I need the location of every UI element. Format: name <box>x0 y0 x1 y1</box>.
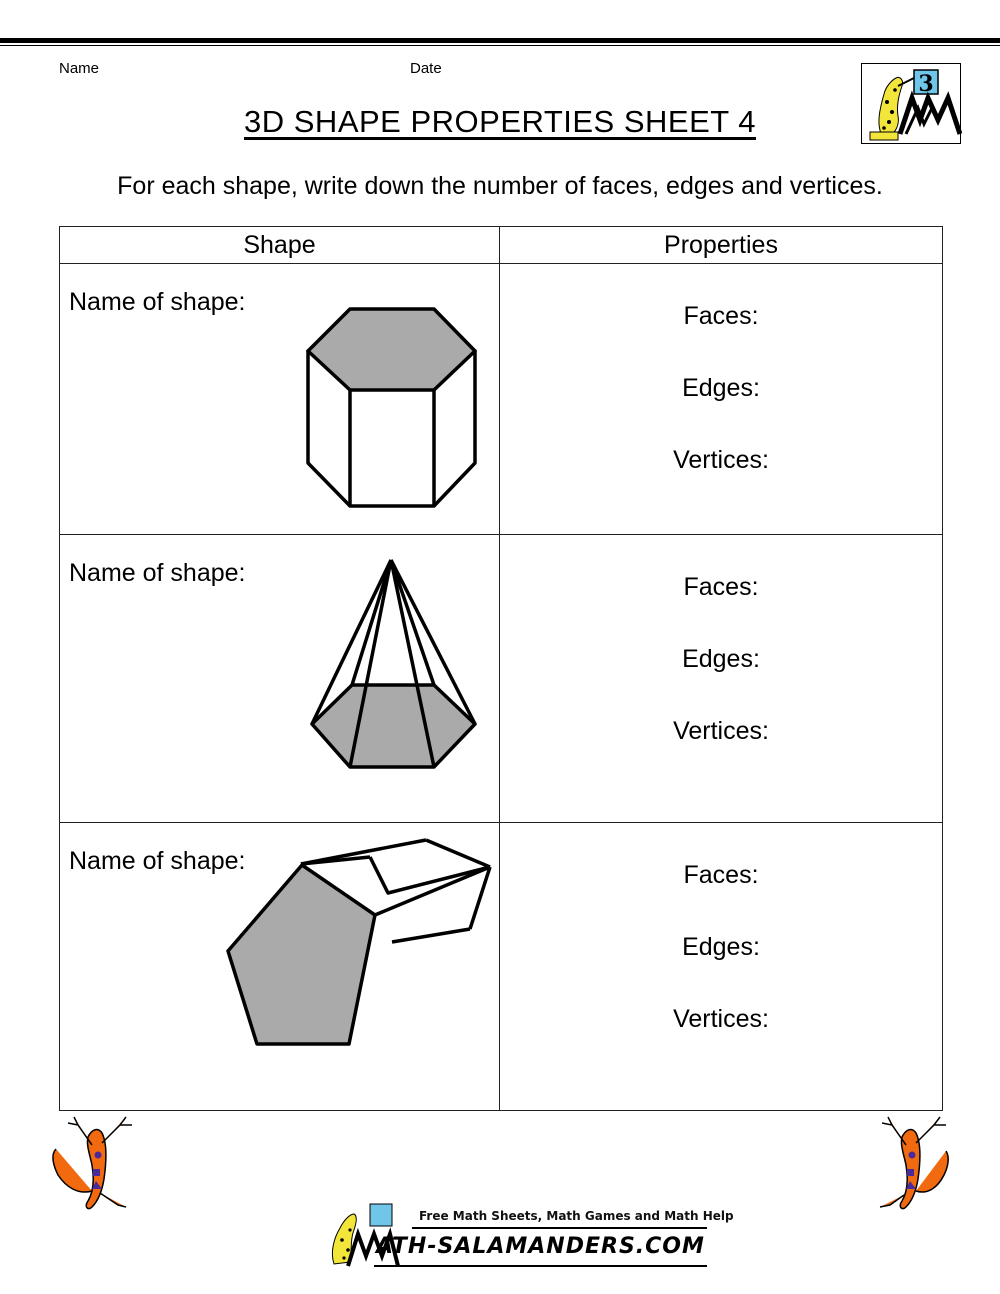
footer-site-name: ATH-SALAMANDERS.COM <box>376 1234 705 1259</box>
shape-cell <box>60 264 500 535</box>
properties-cell <box>500 264 943 535</box>
salamander-right-icon <box>862 1115 952 1215</box>
table-row <box>60 264 943 535</box>
table-row <box>60 823 943 1111</box>
table-row <box>60 535 943 823</box>
pentagonal-prism-icon <box>60 823 500 1110</box>
vertices-label: Vertices: <box>673 1005 769 1033</box>
faces-label: Faces: <box>683 302 759 330</box>
vertices-label: Vertices: <box>673 446 769 474</box>
shape-cell <box>60 823 500 1111</box>
top-rule <box>0 38 1000 43</box>
hexagonal-prism-icon <box>60 264 500 534</box>
name-label: Name <box>59 60 100 77</box>
hexagonal-pyramid-icon <box>60 535 500 822</box>
grade-number: 3 <box>918 71 934 97</box>
date-label: Date <box>410 60 442 77</box>
vertices-label: Vertices: <box>673 717 769 745</box>
edges-label: Edges: <box>682 374 760 402</box>
column-header-properties: Properties <box>500 227 943 264</box>
edges-label: Edges: <box>682 933 760 961</box>
shape-cell <box>60 535 500 823</box>
shape-name-label: Name of shape: <box>69 559 246 587</box>
properties-cell <box>500 535 943 823</box>
edges-label: Edges: <box>682 645 760 673</box>
shape-name-label: Name of shape: <box>69 847 246 875</box>
top-rule-thin <box>0 45 1000 46</box>
salamander-left-icon <box>48 1115 138 1215</box>
shape-name-label: Name of shape: <box>69 288 246 316</box>
faces-label: Faces: <box>683 861 759 889</box>
page-title: 3D SHAPE PROPERTIES SHEET 4 <box>244 104 756 139</box>
shape-properties-table <box>59 226 943 1111</box>
instructions: For each shape, write down the number of faces, edges and vertices. <box>117 172 883 200</box>
footer-tagline: Free Math Sheets, Math Games and Math Help <box>419 1209 734 1223</box>
faces-label: Faces: <box>683 573 759 601</box>
properties-cell <box>500 823 943 1111</box>
column-header-shape: Shape <box>60 227 500 264</box>
